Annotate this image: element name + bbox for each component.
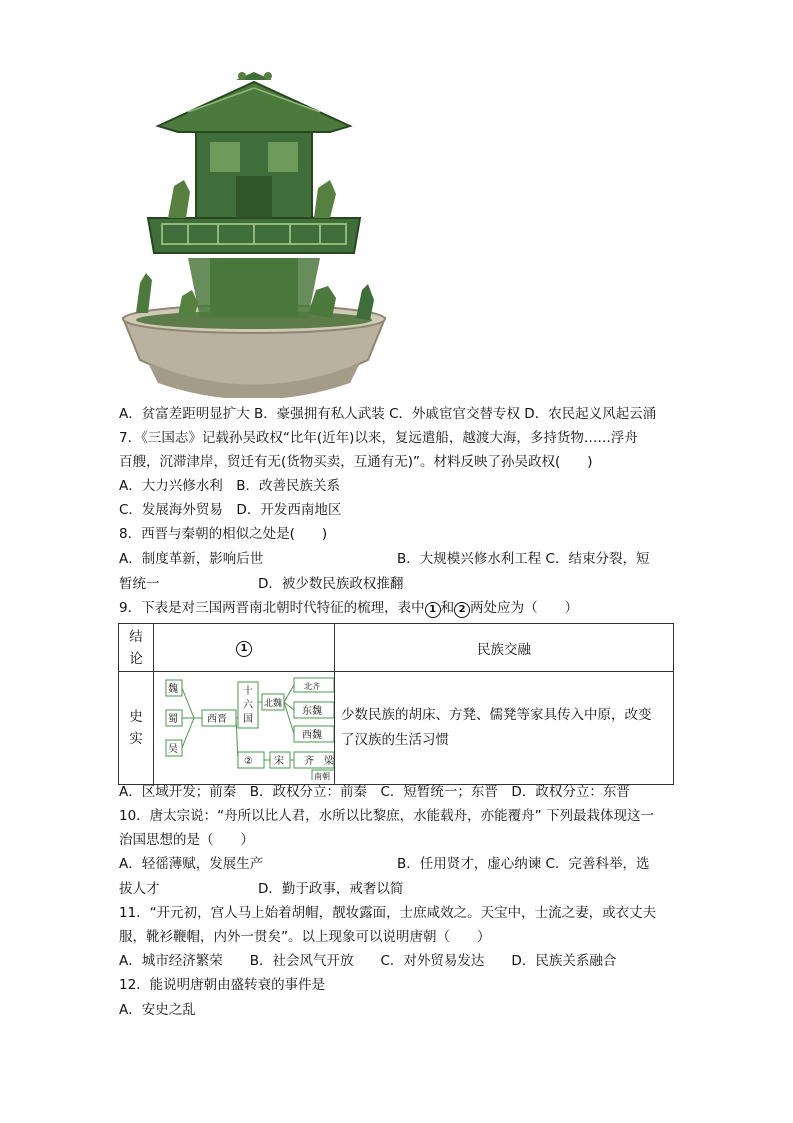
q9-options: A．区域开发；前秦 B．政权分立：前秦 C．短暂统一；东晋 D．政权分立：东晋 <box>119 784 630 800</box>
q7-stem-line1: 7．《三国志》记载孙吴政权“比年(近年)以来，复远遣船，越渡大海，多持货物……浮舟 <box>119 430 638 446</box>
conclusion-char1: 结 <box>129 628 143 645</box>
diagram-nanchao: 南朝 <box>314 772 330 780</box>
q8-option-c-cont: 暂统一 <box>119 576 160 592</box>
diagram-liang: 梁 <box>324 756 334 767</box>
q10-stem-line1: 10．唐太宗说：“舟所以比人君，水所以比黎庶，水能载舟，亦能覆舟” 下列最栽体现这一 <box>119 808 654 824</box>
ethnic-integration-cell: 民族交融 <box>335 624 674 672</box>
diagram-shiliu-1: 十 <box>243 686 253 697</box>
q8-option-bc: B．大规模兴修水利工程 C．结束分裂，短 <box>397 551 650 567</box>
table-body-row <box>119 672 674 785</box>
facts-header <box>119 672 154 785</box>
q10-option-c-cont: 拔人才 <box>119 881 160 897</box>
q10-option-d: D．勤于政事，戒奢以简 <box>258 881 404 897</box>
facts-text-line1: 少数民族的胡床、方凳、儒凳等家具传入中原，改变 <box>341 707 652 723</box>
diagram-song: 宋 <box>274 756 284 767</box>
q11-stem-line1: 11．“开元初，宫人马上始着胡帽，靓妆露面，士庶咸效之。天宝中，士流之妻，或衣丈夫 <box>119 905 657 921</box>
table-header-row <box>119 624 674 672</box>
circle-mark-2: 2 <box>454 602 470 618</box>
diagram-qi: 齐 <box>304 756 314 767</box>
circle-mark-1-cell: 1 <box>236 641 252 657</box>
q9-stem-part2: 和 <box>440 600 455 616</box>
diagram-beiwei: 北魏 <box>264 699 283 709</box>
diagram-xijin: 西晋 <box>207 714 227 725</box>
q7-options-line1: A．大力兴修水利 B．改善民族关系 <box>119 478 340 494</box>
diagram-shiliu-3: 国 <box>243 714 253 725</box>
q10-stem-line2: 治国思想的是（ ） <box>119 832 254 848</box>
q8-option-a: A．制度革新，影响后世 <box>119 551 264 567</box>
facts-char1: 史 <box>129 709 143 725</box>
q6-options: A．贫富差距明显扩大 B．豪强拥有私人武装 C．外戚宦官交替专权 D．农民起义风起云涌 <box>119 406 657 422</box>
q10-option-a: A．轻徭薄赋，发展生产 <box>119 856 264 872</box>
diagram-wu: 吴 <box>168 744 178 755</box>
q8-stem: 8．西晋与秦朝的相似之处是( ) <box>119 526 328 542</box>
q12-stem: 12．能说明唐朝由盛转衰的事件是 <box>119 977 326 993</box>
diagram-dongwei: 东魏 <box>302 706 322 717</box>
pottery-pavilion-image <box>118 68 390 398</box>
diagram-xiwei: 西魏 <box>302 730 322 741</box>
circle-mark-1: 1 <box>425 602 441 618</box>
diagram-wei: 魏 <box>168 684 178 695</box>
diagram-circle2: ② <box>244 756 253 767</box>
dynasty-diagram-cell <box>154 672 335 785</box>
facts-text-line2: 了汉族的生活习惯 <box>341 732 449 748</box>
q7-options-line2: C．发展海外贸易 D．开发西南地区 <box>119 502 342 518</box>
diagram-shu: 蜀 <box>168 714 178 725</box>
facts-text-cell <box>335 672 674 785</box>
q9-stem-part3: 两处应为（ ） <box>470 600 579 616</box>
diagram-beiqi: 北齐 <box>304 682 320 691</box>
q11-options: A．城市经济繁荣 B．社会风气开放 C．对外贸易发达 D．民族关系融合 <box>119 953 617 969</box>
conclusion-header <box>119 624 154 672</box>
diagram-shiliu-2: 六 <box>243 700 253 711</box>
conclusion-char2: 论 <box>129 650 143 667</box>
blank-1-cell <box>154 624 335 672</box>
facts-char2: 实 <box>129 731 143 747</box>
q12-option-a: A．安史之乱 <box>119 1002 196 1018</box>
q9-stem <box>119 598 578 618</box>
dynasty-diagram <box>154 672 334 780</box>
q7-stem-line2: 百艘，沉滞津岸，贸迁有无(货物买卖，互通有无)”。材料反映了孙吴政权( ) <box>119 454 593 470</box>
q8-option-d: D．被少数民族政权推翻 <box>258 576 404 592</box>
q10-option-bc: B．任用贤才，虚心纳谏 C．完善科举，选 <box>397 856 650 872</box>
q9-table <box>118 623 674 785</box>
q11-stem-line2: 服，靴衫鞭帽，内外一贯矣”。以上现象可以说明唐朝（ ） <box>119 929 491 945</box>
q9-stem-part1: 9．下表是对三国两晋南北朝时代特征的梳理，表中 <box>119 600 425 616</box>
